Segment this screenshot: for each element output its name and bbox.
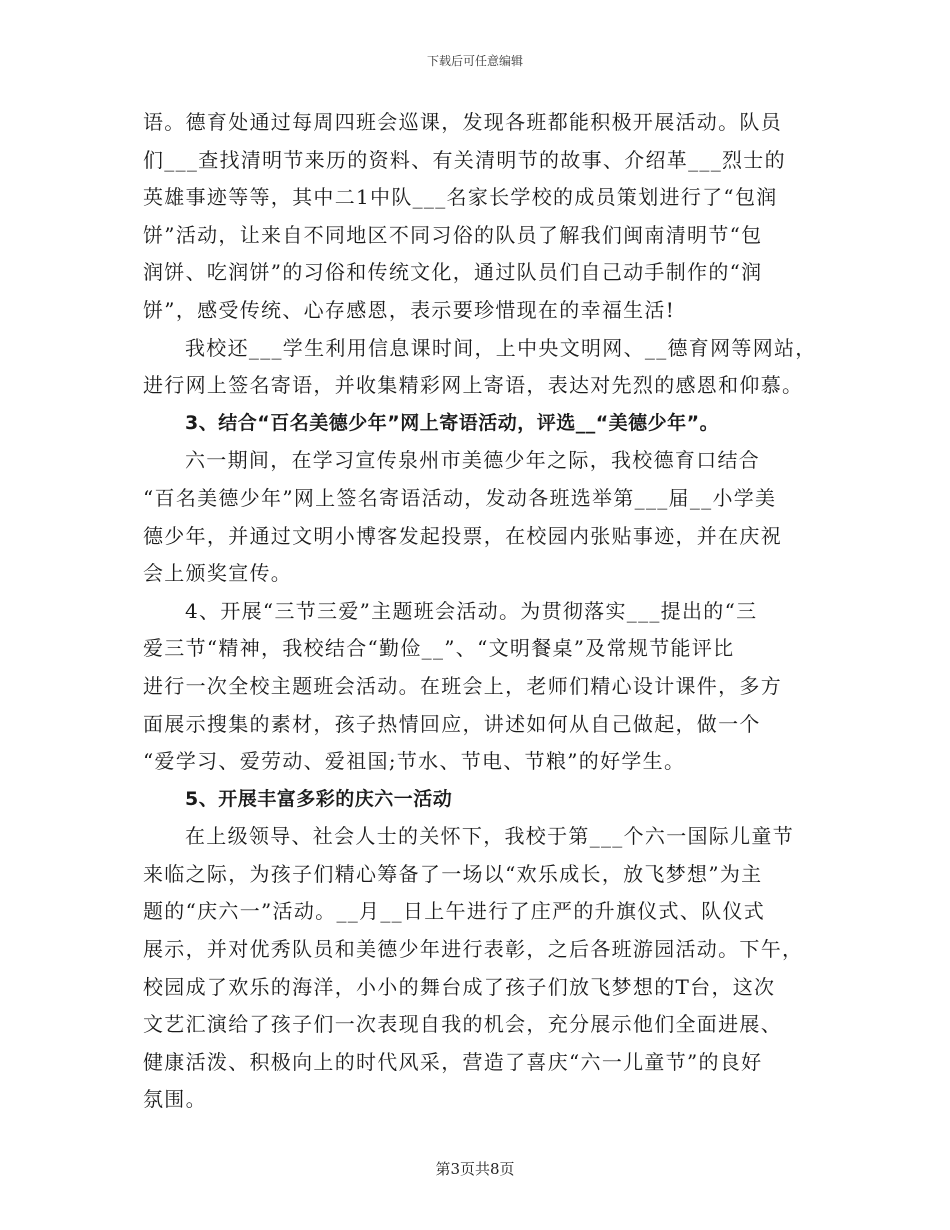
page-header: 下载后可任意编辑	[426, 54, 523, 68]
text-line: 面展示搜集的素材，孩子热情回应，讲述如何从自己做起，做一个	[143, 711, 761, 736]
text-line: 润饼、吃润饼”的习俗和传统文化，通过队员们自己动手制作的“润	[143, 260, 763, 285]
text-line: 进行网上签名寄语，并收集精彩网上寄语，表达对先烈的感恩和仰慕。	[143, 373, 804, 398]
text-line: 题的“庆六一”活动。__月__日上午进行了庄严的升旗仪式、队仪式	[143, 899, 766, 924]
text-line: 六一期间，在学习宣传泉州市美德少年之际，我校德育口结合	[185, 448, 761, 473]
text-line: 来临之际，为孩子们精心筹备了一场以“欢乐成长，放飞梦想”为主	[143, 861, 763, 886]
text-line: 饼”活动，让来自不同地区不同习俗的队员了解我们闽南清明节“包	[143, 222, 763, 247]
section-heading-3: 3、结合“百名美德少年”网上寄语活动，评选__“美德少年”。	[185, 411, 720, 434]
text-line: 爱三节“精神，我校结合“勤俭__”、“文明餐桌”及常规节能评比	[143, 636, 735, 661]
text-line: 文艺汇演给了孩子们一次表现自我的机会，充分展示他们全面进展、	[143, 1012, 782, 1037]
text-line: 健康活泼、积极向上的时代风采，营造了喜庆“六一儿童节”的良好	[143, 1049, 763, 1074]
text-line: 展示，并对优秀队员和美德少年进行表彰，之后各班游园活动。下午，	[143, 937, 804, 962]
text-line: “百名美德少年”网上签名寄语活动，发动各班选举第___届__小学美	[143, 485, 777, 510]
text-line: 校园成了欢乐的海洋，小小的舞台成了孩子们放飞梦想的T台，这次	[143, 974, 776, 999]
text-line: 德少年，并通过文明小博客发起投票，在校园内张贴事迹，并在庆祝	[143, 523, 782, 548]
text-line: 语。德育处通过每周四班会巡课，发现各班都能积极开展活动。队员	[143, 110, 782, 134]
text-line: 饼”，感受传统、心存感恩，表示要珍惜现在的幸福生活!	[143, 297, 676, 322]
page-number: 第3页共8页	[435, 1160, 515, 1178]
text-line: “爱学习、爱劳动、爱祖国;节水、节电、节粮”的好学生。	[143, 749, 686, 774]
text-line: 我校还___学生利用信息课时间，上中央文明网、__德育网等网站，	[185, 335, 817, 360]
text-line: 氛围。	[143, 1087, 207, 1112]
text-line: 英雄事迹等等，其中二1中队___名家长学校的成员策划进行了“包润	[143, 185, 778, 210]
text-line: 在上级领导、社会人士的关怀下，我校于第___个六一国际儿童节	[185, 824, 794, 849]
section-heading-5: 5、开展丰富多彩的庆六一活动	[185, 787, 453, 810]
text-line: 4、开展“三节三爱”主题班会活动。为贯彻落实___提出的“三	[185, 598, 758, 623]
text-line: 会上颁奖宣传。	[143, 561, 293, 586]
text-line: 进行一次全校主题班会活动。在班会上，老师们精心设计课件，多方	[143, 673, 782, 698]
text-line: 们___查找清明节来历的资料、有关清明节的故事、介绍革___烈士的	[143, 147, 786, 172]
document-body	[143, 104, 823, 1119]
